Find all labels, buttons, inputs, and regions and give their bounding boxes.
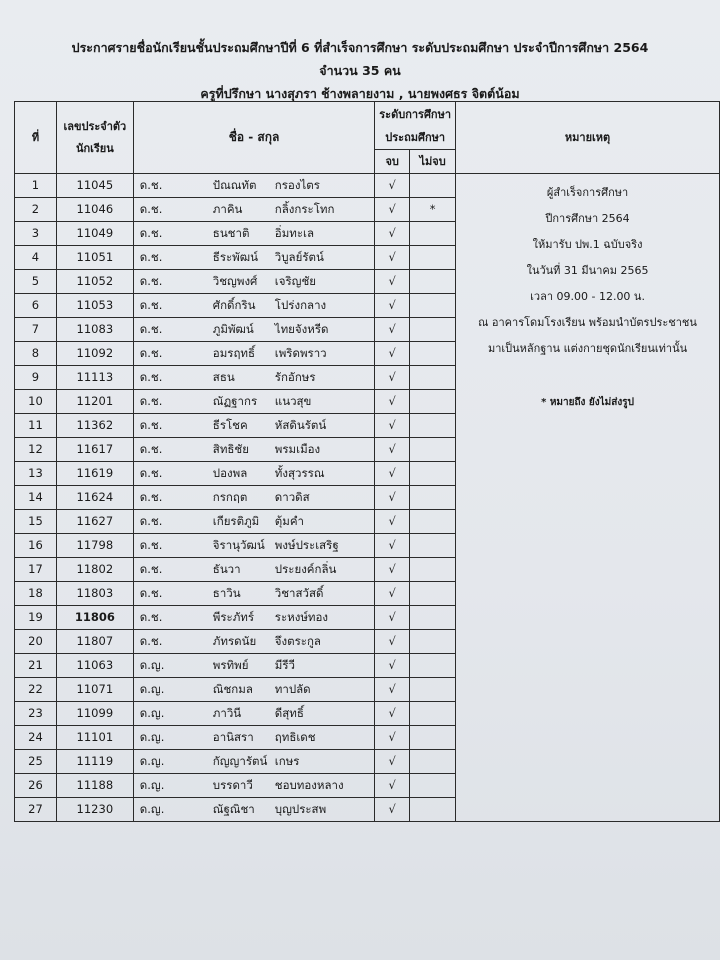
- last-name: วิชาสวัสดิ์: [274, 586, 324, 600]
- last-name: จึงตระกูล: [274, 634, 321, 648]
- last-name: เจริญชัย: [274, 274, 316, 288]
- note-line: ณ อาคารโดมโรงเรียน พร้อมนำบัตรประชาชน: [478, 316, 697, 329]
- title-line-2: จำนวน 35 คน: [319, 63, 401, 78]
- header-level: ระดับการศึกษา ประถมศึกษา: [375, 102, 456, 150]
- pass-check-icon: √: [375, 318, 410, 342]
- student-name: [133, 414, 374, 438]
- row-number: 23: [15, 702, 57, 726]
- first-name: อมรฤทธิ์: [212, 346, 256, 360]
- row-number: 19: [15, 606, 57, 630]
- student-name: [133, 318, 374, 342]
- student-name: [133, 630, 374, 654]
- fail-mark: [410, 510, 456, 534]
- name-prefix: ด.ญ.: [139, 802, 165, 816]
- student-name: [133, 750, 374, 774]
- name-prefix: ด.ช.: [139, 490, 163, 504]
- student-name: [133, 606, 374, 630]
- fail-mark: [410, 318, 456, 342]
- pass-check-icon: √: [375, 558, 410, 582]
- name-prefix: ด.ช.: [139, 394, 163, 408]
- student-name: [133, 390, 374, 414]
- student-name: [133, 366, 374, 390]
- student-id: 11803: [56, 582, 133, 606]
- first-name: ณัฏฐากร: [212, 394, 258, 408]
- fail-mark: [410, 222, 456, 246]
- fail-mark: [410, 726, 456, 750]
- pass-check-icon: √: [375, 798, 410, 822]
- row-number: 26: [15, 774, 57, 798]
- student-id: 11619: [56, 462, 133, 486]
- fail-mark: *: [410, 198, 456, 222]
- table-row: [15, 174, 720, 198]
- pass-check-icon: √: [375, 294, 410, 318]
- row-number: 24: [15, 726, 57, 750]
- pass-check-icon: √: [375, 678, 410, 702]
- student-id: 11802: [56, 558, 133, 582]
- last-name: ทาปลัด: [274, 682, 311, 696]
- name-prefix: ด.ช.: [139, 466, 163, 480]
- name-prefix: ด.ช.: [139, 346, 163, 360]
- pass-check-icon: √: [375, 654, 410, 678]
- pass-check-icon: √: [375, 726, 410, 750]
- row-number: 13: [15, 462, 57, 486]
- first-name: บรรดาวี: [212, 778, 253, 792]
- pass-check-icon: √: [375, 438, 410, 462]
- pass-check-icon: √: [375, 174, 410, 198]
- pass-check-icon: √: [375, 630, 410, 654]
- name-prefix: ด.ช.: [139, 274, 163, 288]
- row-number: 16: [15, 534, 57, 558]
- student-id: 11092: [56, 342, 133, 366]
- row-number: 8: [15, 342, 57, 366]
- row-number: 7: [15, 318, 57, 342]
- fail-mark: [410, 534, 456, 558]
- last-name: โปร่งกลาง: [274, 298, 327, 312]
- name-prefix: ด.ญ.: [139, 730, 165, 744]
- fail-mark: [410, 582, 456, 606]
- first-name: พรทิพย์: [212, 658, 249, 672]
- title-line-1: ประกาศรายชื่อนักเรียนชั้นประถมศึกษาปีที่ 6 ที่สำเร็จการศึกษา ระดับประถมศึกษา ประจำปีการศึกษา 2564: [71, 40, 649, 55]
- last-name: เพริดพราว: [274, 346, 327, 360]
- last-name: แนวสุข: [274, 394, 312, 408]
- fail-mark: [410, 606, 456, 630]
- row-number: 15: [15, 510, 57, 534]
- student-id: 11099: [56, 702, 133, 726]
- pass-check-icon: √: [375, 414, 410, 438]
- note-line: ผู้สำเร็จการศึกษา: [546, 186, 629, 199]
- fail-mark: [410, 438, 456, 462]
- row-number: 22: [15, 678, 57, 702]
- student-name: [133, 678, 374, 702]
- student-name: [133, 510, 374, 534]
- row-number: 10: [15, 390, 57, 414]
- first-name: ภาวินี: [212, 706, 242, 720]
- pass-check-icon: √: [375, 462, 410, 486]
- note-line: ในวันที่ 31 มีนาคม 2565: [526, 264, 649, 277]
- student-id: 11230: [56, 798, 133, 822]
- student-id: 11083: [56, 318, 133, 342]
- note-column: [456, 174, 720, 822]
- first-name: ปองพล: [212, 466, 248, 480]
- fail-mark: [410, 390, 456, 414]
- student-name: [133, 222, 374, 246]
- name-prefix: ด.ช.: [139, 442, 163, 456]
- pass-check-icon: √: [375, 582, 410, 606]
- pass-check-icon: √: [375, 246, 410, 270]
- student-id: 11627: [56, 510, 133, 534]
- last-name: ดาวดิส: [274, 490, 310, 504]
- fail-mark: [410, 270, 456, 294]
- row-number: 14: [15, 486, 57, 510]
- student-name: [133, 486, 374, 510]
- fail-mark: [410, 366, 456, 390]
- first-name: ณิชกมล: [212, 682, 253, 696]
- name-prefix: ด.ญ.: [139, 706, 165, 720]
- row-number: 12: [15, 438, 57, 462]
- row-number: 21: [15, 654, 57, 678]
- pass-check-icon: √: [375, 774, 410, 798]
- first-name: ภาคิน: [212, 202, 243, 216]
- pass-check-icon: √: [375, 486, 410, 510]
- last-name: ประยงค์กลิ่น: [274, 562, 337, 576]
- fail-mark: [410, 702, 456, 726]
- last-name: วิบูลย์รัตน์: [274, 250, 324, 264]
- student-name: [133, 558, 374, 582]
- row-number: 4: [15, 246, 57, 270]
- name-prefix: ด.ช.: [139, 226, 163, 240]
- row-number: 11: [15, 414, 57, 438]
- student-id: 11113: [56, 366, 133, 390]
- row-number: 5: [15, 270, 57, 294]
- fail-mark: [410, 654, 456, 678]
- last-name: หัสดินรัตน์: [274, 418, 327, 432]
- pass-check-icon: √: [375, 198, 410, 222]
- title-line-3: ครูที่ปรึกษา นางสุภรา ช้างพลายงาม , นายพงศธร จิตต์น้อม: [200, 86, 520, 101]
- first-name: อานิสรา: [212, 730, 254, 744]
- last-name: พงษ์ประเสริฐ: [274, 538, 339, 552]
- last-name: ดีสุทธิ์: [274, 706, 304, 720]
- student-name: [133, 174, 374, 198]
- last-name: อิ่มทะเล: [274, 226, 315, 240]
- pass-check-icon: √: [375, 510, 410, 534]
- row-number: 3: [15, 222, 57, 246]
- last-name: ระหงษ์ทอง: [274, 610, 329, 624]
- student-id: 11806: [56, 606, 133, 630]
- header-no: ที่: [15, 102, 57, 174]
- fail-mark: [410, 558, 456, 582]
- row-number: 6: [15, 294, 57, 318]
- row-number: 9: [15, 366, 57, 390]
- student-id: 11119: [56, 750, 133, 774]
- last-name: ฤทธิเดช: [274, 730, 316, 744]
- student-id: 11071: [56, 678, 133, 702]
- header-fail: ไม่จบ: [410, 150, 456, 174]
- student-id: 11188: [56, 774, 133, 798]
- last-name: พรมเมือง: [274, 442, 321, 456]
- pass-check-icon: √: [375, 534, 410, 558]
- student-id: 11045: [56, 174, 133, 198]
- last-name: ไทยจังหรีด: [274, 322, 329, 336]
- student-id: 11201: [56, 390, 133, 414]
- footnote: * หมายถึง ยังไม่ส่งรูป: [541, 397, 634, 408]
- name-prefix: ด.ช.: [139, 178, 163, 192]
- fail-mark: [410, 462, 456, 486]
- fail-mark: [410, 798, 456, 822]
- first-name: สธน: [212, 370, 235, 384]
- fail-mark: [410, 174, 456, 198]
- student-name: [133, 702, 374, 726]
- first-name: ณัฐณิชา: [212, 802, 255, 816]
- pass-check-icon: √: [375, 750, 410, 774]
- row-number: 17: [15, 558, 57, 582]
- fail-mark: [410, 678, 456, 702]
- row-number: 1: [15, 174, 57, 198]
- last-name: ชอบทองหลาง: [274, 778, 344, 792]
- note-line: มาเป็นหลักฐาน แต่งกายชุดนักเรียนเท่านั้น: [487, 342, 688, 355]
- fail-mark: [410, 750, 456, 774]
- last-name: บุญประสพ: [274, 802, 327, 816]
- fail-mark: [410, 246, 456, 270]
- first-name: วิชญพงศ์: [212, 274, 258, 288]
- name-prefix: ด.ญ.: [139, 682, 165, 696]
- last-name: กรองไตร: [274, 178, 320, 192]
- note-line: ปีการศึกษา 2564: [545, 212, 630, 225]
- student-id: 11046: [56, 198, 133, 222]
- pass-check-icon: √: [375, 366, 410, 390]
- row-number: 25: [15, 750, 57, 774]
- row-number: 18: [15, 582, 57, 606]
- student-name: [133, 774, 374, 798]
- header-note: หมายเหตุ: [456, 102, 720, 174]
- fail-mark: [410, 342, 456, 366]
- student-name: [133, 246, 374, 270]
- student-name: [133, 270, 374, 294]
- table-body: [15, 174, 720, 822]
- student-name: [133, 294, 374, 318]
- pass-check-icon: √: [375, 270, 410, 294]
- first-name: จิรานุวัฒน์: [212, 538, 265, 552]
- name-prefix: ด.ช.: [139, 370, 163, 384]
- student-name: [133, 798, 374, 822]
- last-name: เกษร: [274, 754, 300, 768]
- first-name: เกียรติภูมิ: [212, 514, 260, 528]
- student-id: 11063: [56, 654, 133, 678]
- student-name: [133, 582, 374, 606]
- first-name: พีระภัทร์: [212, 610, 255, 624]
- first-name: ธันวา: [212, 562, 241, 576]
- student-id: 11052: [56, 270, 133, 294]
- student-id: 11362: [56, 414, 133, 438]
- name-prefix: ด.ช.: [139, 250, 163, 264]
- name-prefix: ด.ช.: [139, 202, 163, 216]
- name-prefix: ด.ช.: [139, 418, 163, 432]
- name-prefix: ด.ช.: [139, 322, 163, 336]
- name-prefix: ด.ช.: [139, 514, 163, 528]
- student-name: [133, 438, 374, 462]
- last-name: มีรีวี: [274, 658, 296, 672]
- name-prefix: ด.ญ.: [139, 778, 165, 792]
- pass-check-icon: √: [375, 342, 410, 366]
- first-name: ธีรโชค: [212, 418, 248, 432]
- student-id: 11053: [56, 294, 133, 318]
- pass-check-icon: √: [375, 222, 410, 246]
- pass-check-icon: √: [375, 702, 410, 726]
- student-id: 11617: [56, 438, 133, 462]
- first-name: ปัณณทัต: [212, 178, 257, 192]
- name-prefix: ด.ช.: [139, 538, 163, 552]
- first-name: ภูมิพัฒน์: [212, 322, 254, 336]
- pass-check-icon: √: [375, 390, 410, 414]
- student-id: 11807: [56, 630, 133, 654]
- header-pass: จบ: [375, 150, 410, 174]
- last-name: รักอักษร: [274, 370, 316, 384]
- note-line: ให้มารับ ปพ.1 ฉบับจริง: [532, 238, 643, 251]
- first-name: สิทธิชัย: [212, 442, 249, 456]
- first-name: ภัทรดนัย: [212, 634, 257, 648]
- first-name: กรกฤต: [212, 490, 248, 504]
- name-prefix: ด.ช.: [139, 562, 163, 576]
- first-name: ธาวิน: [212, 586, 241, 600]
- last-name: ทั้งสุวรรณ: [274, 466, 325, 480]
- first-name: ศักดิ์กริน: [212, 298, 256, 312]
- name-prefix: ด.ญ.: [139, 754, 165, 768]
- name-prefix: ด.ช.: [139, 586, 163, 600]
- last-name: ตุ้มคำ: [274, 514, 304, 528]
- student-id: 11051: [56, 246, 133, 270]
- name-prefix: ด.ช.: [139, 298, 163, 312]
- student-name: [133, 462, 374, 486]
- fail-mark: [410, 774, 456, 798]
- first-name: กัญญารัตน์: [212, 754, 268, 768]
- student-name: [133, 342, 374, 366]
- name-prefix: ด.ญ.: [139, 658, 165, 672]
- pass-check-icon: √: [375, 606, 410, 630]
- header-student-id: เลขประจำตัว นักเรียน: [56, 102, 133, 174]
- row-number: 27: [15, 798, 57, 822]
- last-name: กลิ้งกระโทก: [274, 202, 335, 216]
- student-id: 11101: [56, 726, 133, 750]
- first-name: ธีระพัฒน์: [212, 250, 258, 264]
- student-name: [133, 726, 374, 750]
- row-number: 2: [15, 198, 57, 222]
- note-line: เวลา 09.00 - 12.00 น.: [530, 290, 645, 303]
- student-id: 11049: [56, 222, 133, 246]
- student-table: [14, 101, 720, 822]
- name-prefix: ด.ช.: [139, 610, 163, 624]
- student-name: [133, 198, 374, 222]
- header-name: ชื่อ - สกุล: [133, 102, 374, 174]
- fail-mark: [410, 294, 456, 318]
- fail-mark: [410, 630, 456, 654]
- student-id: 11798: [56, 534, 133, 558]
- name-prefix: ด.ช.: [139, 634, 163, 648]
- student-name: [133, 534, 374, 558]
- fail-mark: [410, 414, 456, 438]
- student-name: [133, 654, 374, 678]
- row-number: 20: [15, 630, 57, 654]
- fail-mark: [410, 486, 456, 510]
- first-name: ธนชาติ: [212, 226, 250, 240]
- student-id: 11624: [56, 486, 133, 510]
